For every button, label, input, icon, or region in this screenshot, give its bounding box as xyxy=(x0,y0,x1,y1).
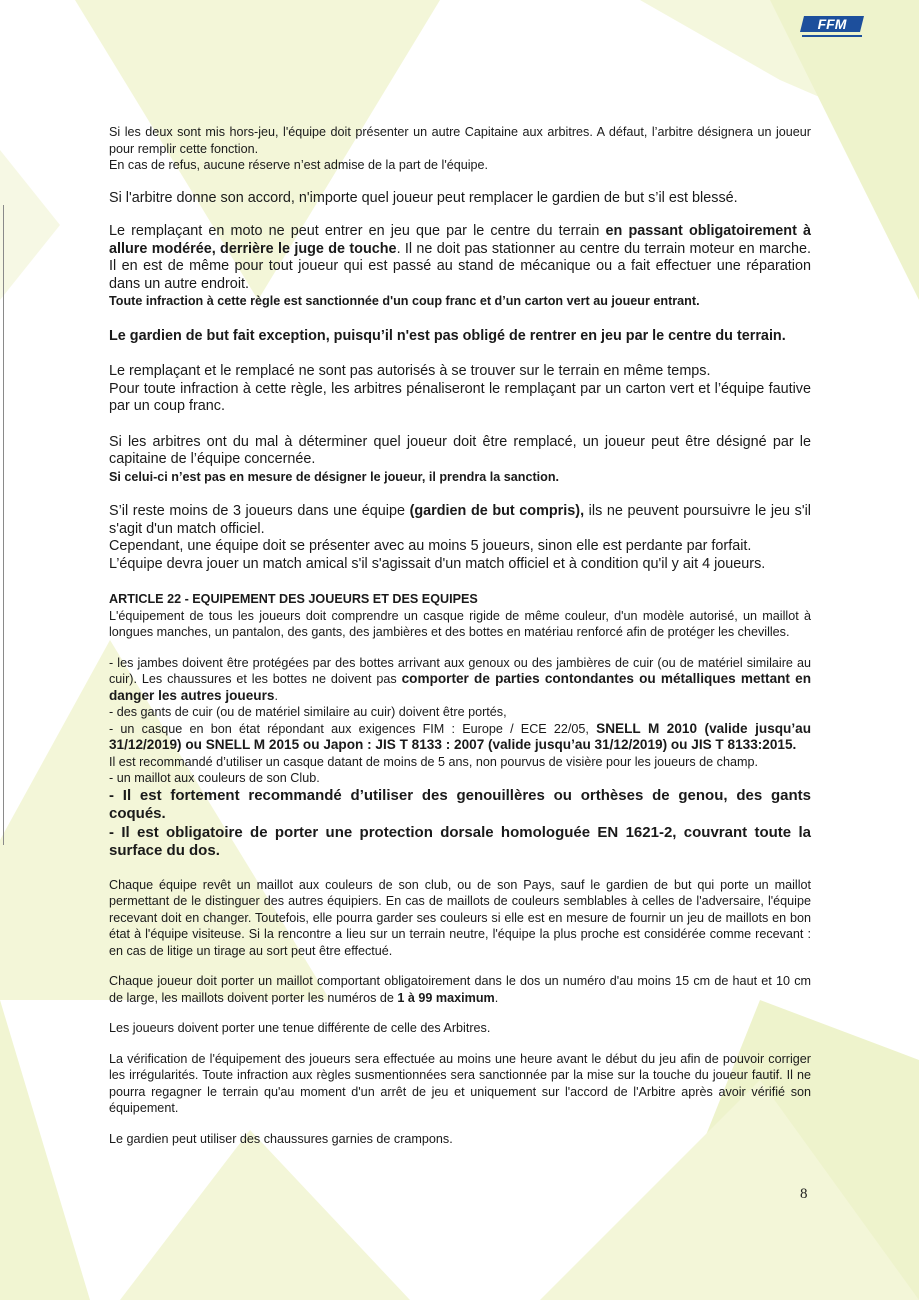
paragraph-numbers: Chaque joueur doit porter un maillot comportant obligatoirement dans le dos un numéro d'au moins 15 cm de haut et 10 cm de large, les maillots doivent porter les numéros de 1 à 99 maximum. xyxy=(109,974,811,1005)
paragraph-infraction: Toute infraction à cette règle est sanctionnée d'un coup franc et d’un carton vert au joueur entrant. xyxy=(109,294,700,308)
article-22-title: ARTICLE 22 - EQUIPEMENT DES JOUEURS ET DES EQUIPES xyxy=(109,592,478,606)
paragraph-equipment: L'équipement de tous les joueurs doit comprendre un casque rigide de même couleur, d'un modèle autorisé, un maillot à longues manches, un pantalon, des gants, des jambières et des bottes en matériau renforcé afin de protéger les chevilles. xyxy=(109,608,811,639)
paragraph-jersey: - un maillot aux couleurs de son Club. xyxy=(109,771,320,785)
document-body xyxy=(109,124,811,1147)
paragraph-captain: Si les deux sont mis hors-jeu, l'équipe doit présenter un autre Capitaine aux arbitres. A défaut, l’arbitre désignera un joueur pour remplir cette fonction. xyxy=(109,125,811,156)
paragraph-team-colors: Chaque équipe revêt un maillot aux couleurs de son club, ou de son Pays, sauf le gardien de but qui porte un maillot permettant de le distinguer des autres équipiers. En cas de maillots de couleurs semblables à celles de l'adversaire, l'équipe recevant doit en changer. Toutefois, elle pourra garder ses couleurs si elle est en mesure de fournir un jeu de maillots en bon état à l'équipe visiteuse. Si la rencontre a lieu sur un terrain neutre, l'équipe la plus proche est considérée comme recevant : en cas de litige un tirage au sort peut être effectué. xyxy=(109,877,811,958)
left-margin-rule xyxy=(3,205,4,845)
paragraph-helmet: - un casque en bon état répondant aux exigences FIM : Europe / ECE 22/05, SNELL M 2010 (valide jusqu’au 31/12/2019) ou SNELL M 2015 ou Japon : JIS T 8133 : 2007 (valide jusqu’au 31/12/2019) ou JIS T 8133:2015. xyxy=(109,720,811,752)
page-number: 8 xyxy=(800,1186,808,1202)
ffm-logo xyxy=(798,14,866,42)
paragraph-not-together: Le remplaçant et le remplacé ne sont pas autorisés à se trouver sur le terrain en même temps. xyxy=(109,363,711,379)
paragraph-forfeit: Cependant, une équipe doit se présenter avec au moins 5 joueurs, sinon elle est perdante par forfait. xyxy=(109,538,752,554)
paragraph-knee-protection: - Il est fortement recommandé d’utiliser des genouillères ou orthèses de genou, des gants coqués. xyxy=(109,786,811,822)
paragraph-back-protection: - Il est obligatoire de porter une protection dorsale homologuée EN 1621-2, couvrant toute la surface du dos. xyxy=(109,823,811,859)
paragraph-helmet-age: Il est recommandé d’utiliser un casque datant de moins de 5 ans, non pourvus de visière pour les joueurs de champ. xyxy=(109,754,758,769)
paragraph-substitute-entry: Le remplaçant en moto ne peut entrer en jeu que par le centre du terrain en passant obligatoirement à allure modérée, derrière le juge de touche. Il ne doit pas stationner au centre du terrain moteur en marche. Il en est de même pour tout joueur qui est passé au stand de mécanique ou a fait effectuer une réparation dans un autre endroit. xyxy=(109,223,812,292)
paragraph-friendly: L’équipe devra jouer un match amical s'il s'agissait d'un match officiel et à condition qu'il y ait 4 joueurs. xyxy=(109,555,766,572)
paragraph-goalkeeper-shoes: Le gardien peut utiliser des chaussures garnies de crampons. xyxy=(109,1131,453,1146)
paragraph-refusal: En cas de refus, aucune réserve n’est admise de la part de l'équipe. xyxy=(109,158,489,172)
paragraph-referee-outfit: Les joueurs doivent porter une tenue différente de celle des Arbitres. xyxy=(109,1021,491,1035)
paragraph-penalty: Pour toute infraction à cette règle, les arbitres pénaliseront le remplaçant par un carton vert et l’équipe fautive par un coup franc. xyxy=(109,380,811,414)
logo-text: FFM xyxy=(817,16,847,32)
paragraph-legs: - les jambes doivent être protégées par des bottes arrivant aux genoux ou des jambières de cuir (ou de matériel similaire au cuir). Les chaussures et les bottes ne doivent pas comporter de parties contondantes ou métalliques mettant en danger les autres joueurs. xyxy=(109,655,812,703)
paragraph-sanction: Si celui-ci n’est pas en mesure de désigner le joueur, il prendra la sanction. xyxy=(109,469,560,484)
paragraph-verification: La vérification de l'équipement des joueurs sera effectuée au moins une heure avant le début du jeu afin de pouvoir corriger les irrégularités. Toute infraction aux règles susmentionnées sera sanctionnée par la mise sur la touche du joueur fautif. Il ne pourra regagner le terrain qu'au moment d'un arrêt de jeu et uniquement sur l'accord de l'Arbitre après avoir vérifié son équipement. xyxy=(109,1051,811,1115)
paragraph-goalkeeper-exception: Le gardien de but fait exception, puisqu’il n'est pas obligé de rentrer en jeu par le centre du terrain. xyxy=(109,327,786,344)
paragraph-designation: Si les arbitres ont du mal à déterminer quel joueur doit être remplacé, un joueur peut être désigné par le capitaine de l’équipe concernée. xyxy=(109,433,811,467)
paragraph-gloves: - des gants de cuir (ou de matériel similaire au cuir) doivent être portés, xyxy=(109,705,507,719)
paragraph-goalkeeper-replacement: Si l'arbitre donne son accord, n'importe quel joueur peut remplacer le gardien de but s’il est blessé. xyxy=(109,189,738,206)
paragraph-min-players: S’il reste moins de 3 joueurs dans une équipe (gardien de but compris), ils ne peuvent poursuivre le jeu s'il s'agit d'un match officiel. xyxy=(109,503,811,537)
